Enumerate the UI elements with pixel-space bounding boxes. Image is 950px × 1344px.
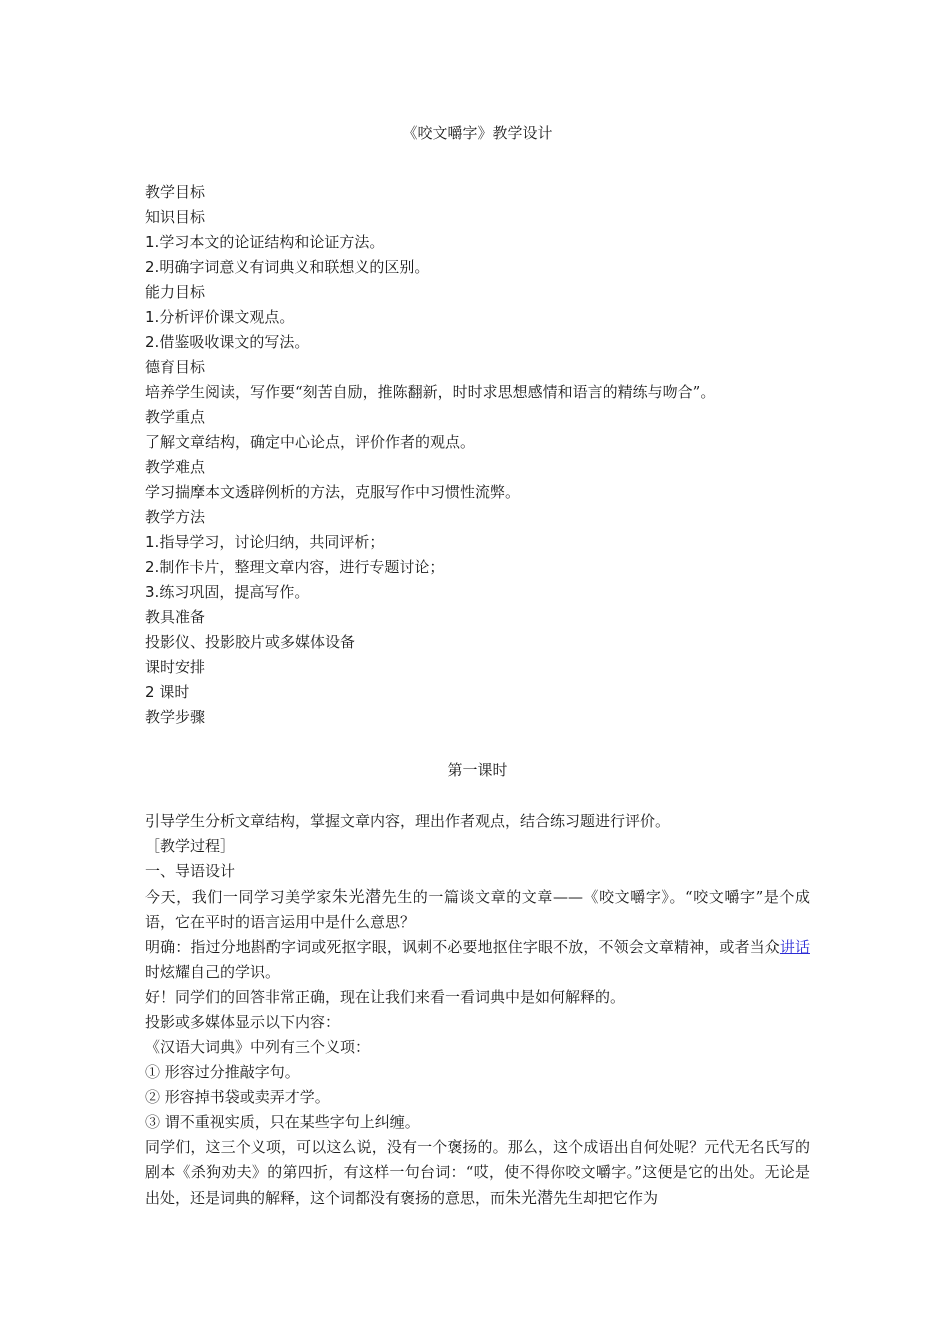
knowledge-item-1 [145, 230, 810, 255]
schedule-heading: 课时安排 [145, 658, 206, 676]
paragraph-origin [145, 1135, 810, 1211]
circled-number: ② [145, 1088, 161, 1106]
knowledge-heading: 知识目标 [145, 208, 206, 226]
item-number: 1. [145, 308, 160, 326]
paragraph-dictionary: 《汉语大词典》中列有三个义项： [145, 1038, 371, 1056]
item-text: 指导学习，讨论归纳，共同评析； [159, 533, 385, 551]
definition-text: 形容过分推敲字句。 [164, 1063, 300, 1081]
circled-number: ③ [145, 1113, 161, 1131]
steps-heading: 教学步骤 [145, 708, 206, 726]
author-name: 朱光潜 [505, 1188, 554, 1207]
paragraph-intro-question [145, 884, 810, 935]
key-points-text: 了解文章结构，确定中心论点，评价作者的观点。 [145, 433, 476, 451]
lesson-intro: 引导学生分析文章结构，掌握文章内容，理出作者观点，结合练习题进行评价。 [145, 812, 671, 830]
objectives-heading: 教学目标 [145, 183, 206, 201]
text-run: 先生的一篇谈文章的文章——《咬文嚼字》。“咬文嚼字”是个成语，它在平时的语言运用中是什么意思？ [145, 888, 810, 931]
definition-item-3 [145, 1110, 810, 1135]
difficulties-heading: 教学难点 [145, 458, 206, 476]
text-run: 同学们，这三个义项，可以这么说，没有一个褒扬的。那么，这个成语出自何处呢？元代无名氏写的剧本《杀狗劝夫》的第四折，有这样一句台词：“哎，使不得你咬文嚼字。”这便是它的出处。无论是出处，还是词典的解释，这个词都没有褒扬的意思，而 [145, 1138, 810, 1207]
item-number: 2. [145, 258, 160, 276]
moral-text: 培养学生阅读，写作要“刻苦自励，推陈翻新，时时求思想感情和语言的精练与吻合”。 [145, 383, 716, 401]
schedule-text [145, 680, 810, 705]
speech-link[interactable]: 讲话 [779, 938, 810, 956]
circled-number: ① [145, 1063, 161, 1081]
tools-heading: 教具准备 [145, 608, 206, 626]
item-text: 明确字词意义有词典义和联想义的区别。 [159, 258, 430, 276]
methods-heading: 教学方法 [145, 508, 206, 526]
schedule-number: 2 [145, 683, 155, 701]
knowledge-item-2 [145, 255, 810, 280]
text-run: 今天，我们一同学习美学家 [145, 888, 332, 906]
paragraph-answer [145, 935, 810, 985]
definition-text: 谓不重视实质，只在某些字句上纠缠。 [164, 1113, 420, 1131]
methods-item-3 [145, 580, 810, 605]
paragraph-praise: 好！同学们的回答非常正确，现在让我们来看一看词典中是如何解释的。 [145, 988, 626, 1006]
tools-text: 投影仪、投影胶片或多媒体设备 [145, 633, 356, 651]
definition-text: 形容掉书袋或卖弄才学。 [164, 1088, 330, 1106]
item-text: 制作卡片，整理文章内容，进行专题讨论； [159, 558, 445, 576]
item-text: 练习巩固，提高写作。 [159, 583, 310, 601]
item-number: 2. [145, 558, 160, 576]
ability-item-2 [145, 330, 810, 355]
definition-item-2 [145, 1085, 810, 1110]
item-number: 2. [145, 333, 160, 351]
item-text: 学习本文的论证结构和论证方法。 [159, 233, 385, 251]
methods-item-2 [145, 555, 810, 580]
paragraph-projection: 投影或多媒体显示以下内容： [145, 1013, 341, 1031]
document-page [145, 120, 810, 1211]
methods-item-1 [145, 530, 810, 555]
item-text: 借鉴吸收课文的写法。 [159, 333, 310, 351]
section-heading: 一、导语设计 [145, 862, 236, 880]
definition-item-1 [145, 1060, 810, 1085]
process-label: ［教学过程］ [145, 837, 236, 855]
text-run: 时炫耀自己的学识。 [145, 963, 281, 981]
author-name: 朱光潜 [331, 887, 382, 906]
item-number: 1. [145, 233, 160, 251]
difficulties-text: 学习揣摩本文透辟例析的方法，克服写作中习惯性流弊。 [145, 483, 521, 501]
ability-item-1 [145, 305, 810, 330]
text-run: 先生却把它作为 [553, 1189, 659, 1207]
item-number: 1. [145, 533, 160, 551]
moral-heading: 德育目标 [145, 358, 206, 376]
key-points-heading: 教学重点 [145, 408, 206, 426]
document-title: 《咬文嚼字》教学设计 [402, 124, 553, 142]
text-run: 明确：指过分地斟酌字词或死抠字眼，讽刺不必要地抠住字眼不放，不领会文章精神，或者当众 [145, 938, 780, 956]
lesson-one-title: 第一课时 [447, 761, 508, 779]
ability-heading: 能力目标 [145, 283, 206, 301]
item-text: 分析评价课文观点。 [159, 308, 295, 326]
item-number: 3. [145, 583, 160, 601]
schedule-unit: 课时 [159, 683, 190, 701]
